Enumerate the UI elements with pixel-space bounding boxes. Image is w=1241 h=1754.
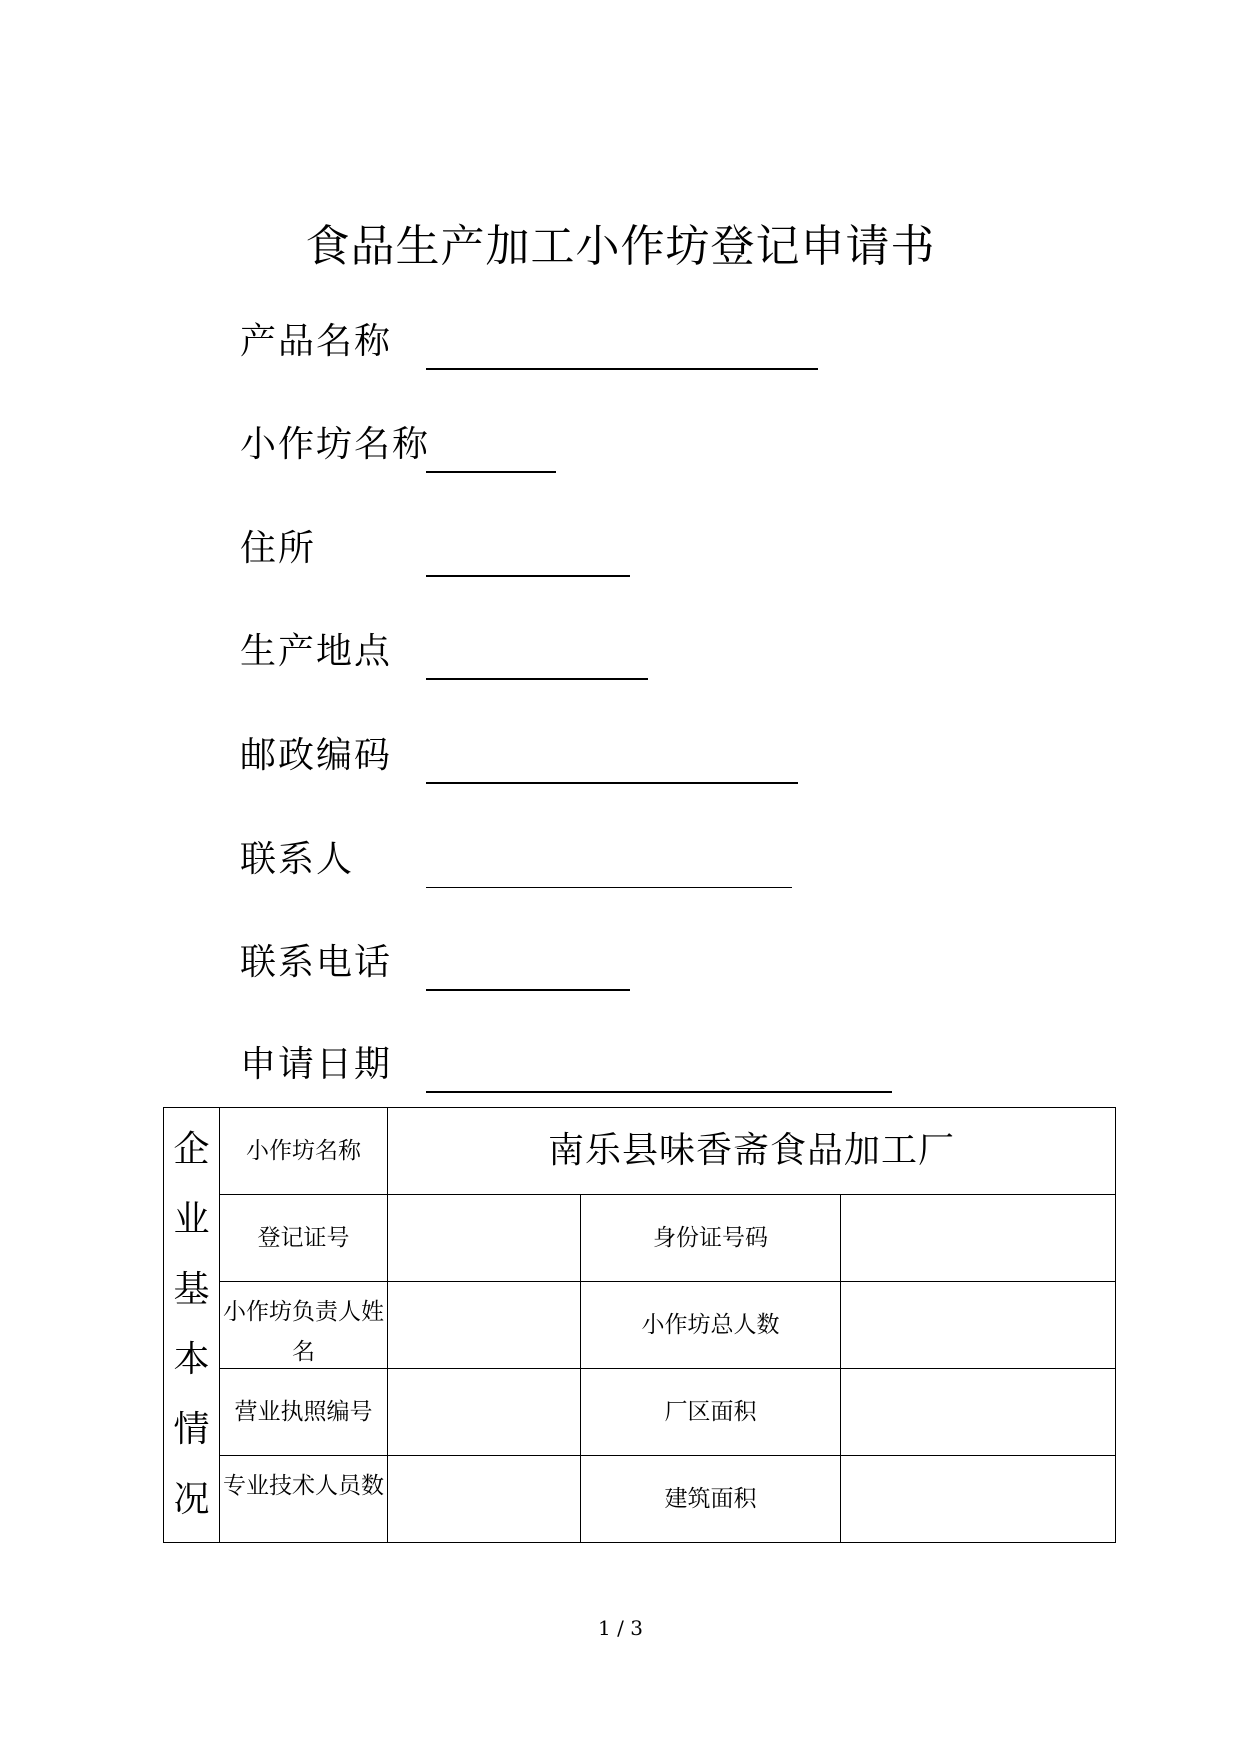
contact-person-blank[interactable] bbox=[426, 887, 792, 888]
contact-phone-blank[interactable] bbox=[426, 989, 630, 991]
table-row bbox=[164, 1282, 1116, 1369]
table-row bbox=[164, 1108, 1116, 1195]
field-label: 产品名称 bbox=[240, 321, 393, 362]
postal-code-blank[interactable] bbox=[426, 782, 798, 784]
building-area-value[interactable] bbox=[841, 1456, 1116, 1543]
registration-number-value[interactable] bbox=[388, 1195, 581, 1282]
table-row bbox=[164, 1369, 1116, 1456]
total-staff-value[interactable] bbox=[841, 1282, 1116, 1369]
field-label: 联系电话 bbox=[240, 942, 393, 983]
address-blank[interactable] bbox=[426, 575, 630, 577]
application-date-blank[interactable] bbox=[426, 1091, 892, 1093]
table-row bbox=[164, 1195, 1116, 1282]
page-number: 1 / 3 bbox=[598, 1616, 643, 1640]
field-label: 联系人 bbox=[240, 839, 355, 880]
technical-staff-value[interactable] bbox=[388, 1456, 581, 1543]
product-name-blank[interactable] bbox=[426, 368, 818, 370]
field-label: 小作坊名称 bbox=[240, 424, 431, 465]
workshop-name-label: 小作坊名称 bbox=[220, 1108, 388, 1195]
plant-area-value[interactable] bbox=[841, 1369, 1116, 1456]
business-license-value[interactable] bbox=[388, 1369, 581, 1456]
field-label: 邮政编码 bbox=[240, 735, 393, 776]
workshop-name-blank[interactable] bbox=[426, 471, 556, 473]
id-number-value[interactable] bbox=[841, 1195, 1116, 1282]
id-number-label: 身份证号码 bbox=[581, 1195, 841, 1282]
field-label: 住所 bbox=[240, 528, 317, 569]
total-staff-label: 小作坊总人数 bbox=[581, 1282, 841, 1369]
technical-staff-label: 专业技术人员数 bbox=[220, 1456, 388, 1543]
table-row bbox=[164, 1456, 1116, 1543]
page-title: 食品生产加工小作坊登记申请书 bbox=[305, 221, 936, 272]
building-area-label: 建筑面积 bbox=[581, 1456, 841, 1543]
workshop-name-value[interactable]: 南乐县味香斋食品加工厂 bbox=[388, 1108, 1116, 1195]
plant-area-label: 厂区面积 bbox=[581, 1369, 841, 1456]
owner-name-value[interactable] bbox=[388, 1282, 581, 1369]
field-label: 生产地点 bbox=[240, 631, 393, 672]
enterprise-basic-info-header: 企 业 基 本 情 况 bbox=[164, 1108, 220, 1543]
registration-number-label: 登记证号 bbox=[220, 1195, 388, 1282]
owner-name-label: 小作坊负责人姓名 bbox=[220, 1282, 388, 1369]
business-license-label: 营业执照编号 bbox=[220, 1369, 388, 1456]
enterprise-info-table bbox=[163, 1107, 1116, 1543]
field-label: 申请日期 bbox=[240, 1044, 393, 1085]
production-site-blank[interactable] bbox=[426, 678, 648, 680]
